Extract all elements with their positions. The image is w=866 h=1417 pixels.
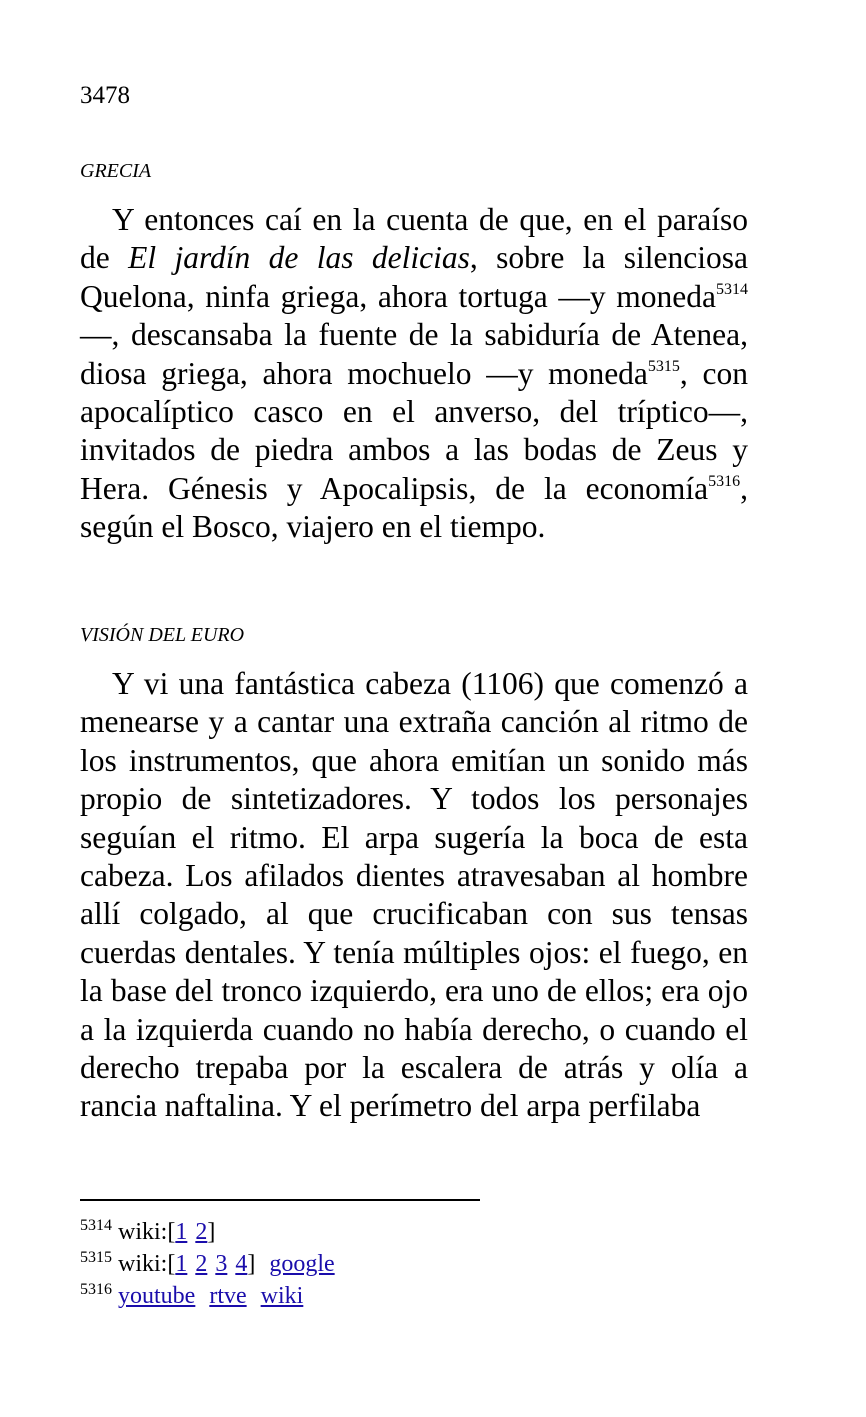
footnotes	[80, 1216, 335, 1312]
footnote-number: 5316	[80, 1281, 112, 1298]
wiki-link-1[interactable]: 1	[175, 1251, 188, 1277]
page-number: 3478	[80, 82, 130, 109]
paragraph-grecia: Y entonces caí en la cuenta de que, en el paraíso de El jardín de las delicias, sobre la silenciosa Quelona, ninfa griega, ahora tortuga —y moneda$^{5314}$—, descansaba la fuente de la sabiduría de Atenea, diosa griega, ahora mochuelo —y moneda$^{5315}$, con apocalíptico casco en el anverso, del tríptico—, invitados de piedra ambos a las bodas de Zeus y Hera. Génesis y Apocalipsis, de la economía$^{5316}$, según el Bosco, viajero en el tiempo.	[80, 202, 749, 545]
footnote-ref-5314[interactable]: 5314	[716, 280, 748, 298]
wiki-link-4[interactable]: 4	[235, 1251, 248, 1277]
wiki-link-3[interactable]: 3	[215, 1251, 228, 1277]
footnote-number: 5314	[80, 1217, 112, 1234]
wiki-link-2[interactable]: 2	[195, 1251, 208, 1277]
youtube-link[interactable]: youtube	[118, 1283, 196, 1309]
footnote-prefix: wiki:[	[118, 1251, 176, 1277]
artwork-title: El jardín de las delicias	[128, 240, 470, 276]
footnote-prefix: wiki:[	[118, 1219, 176, 1245]
google-link[interactable]: google	[269, 1251, 335, 1277]
section-title-grecia: GRECIA	[80, 160, 152, 182]
paragraph-vision-del-euro: Y vi una fantástica cabeza (1106) que comenzó a menearse y a cantar una extraña canción al ritmo de los instrumentos, que ahora emitían un sonido más propio de sintetizadores. Y todos los personajes seguían el ritmo. El arpa sugería la boca de esta cabeza. Los afilados dientes atravesaban al hombre allí colgado, al que crucificaban con sus tensas cuerdas dentales. Y tenía múltiples ojos: el fuego, en la base del tronco izquierdo, era uno de ellos; era ojo a la izquierda cuando no había derecho, o cuando el derecho trepaba por la escalera de atrás y olía a rancia naftalina. Y el perímetro del arpa perfilaba	[80, 666, 748, 1124]
section-title-vision-del-euro: VISIÓN DEL EURO	[80, 624, 245, 646]
wiki-link[interactable]: wiki	[260, 1283, 304, 1309]
footnote-5314: $^{5314}$ wiki:[1 2]	[80, 1217, 216, 1245]
footnote-divider	[80, 1199, 480, 1201]
footnote-ref-5315[interactable]: 5315	[647, 357, 680, 375]
footnote-5316	[80, 1280, 335, 1312]
footnote-5315: $^{5315}$ wiki:[1 2 3 4] google	[80, 1249, 335, 1277]
footnote-ref-5316[interactable]: 5316	[708, 472, 741, 490]
wiki-link-2[interactable]: 2	[195, 1219, 208, 1245]
footnote-number: 5315	[80, 1249, 112, 1266]
wiki-link-1[interactable]: 1	[175, 1219, 188, 1245]
rtve-link[interactable]: rtve	[209, 1283, 247, 1309]
